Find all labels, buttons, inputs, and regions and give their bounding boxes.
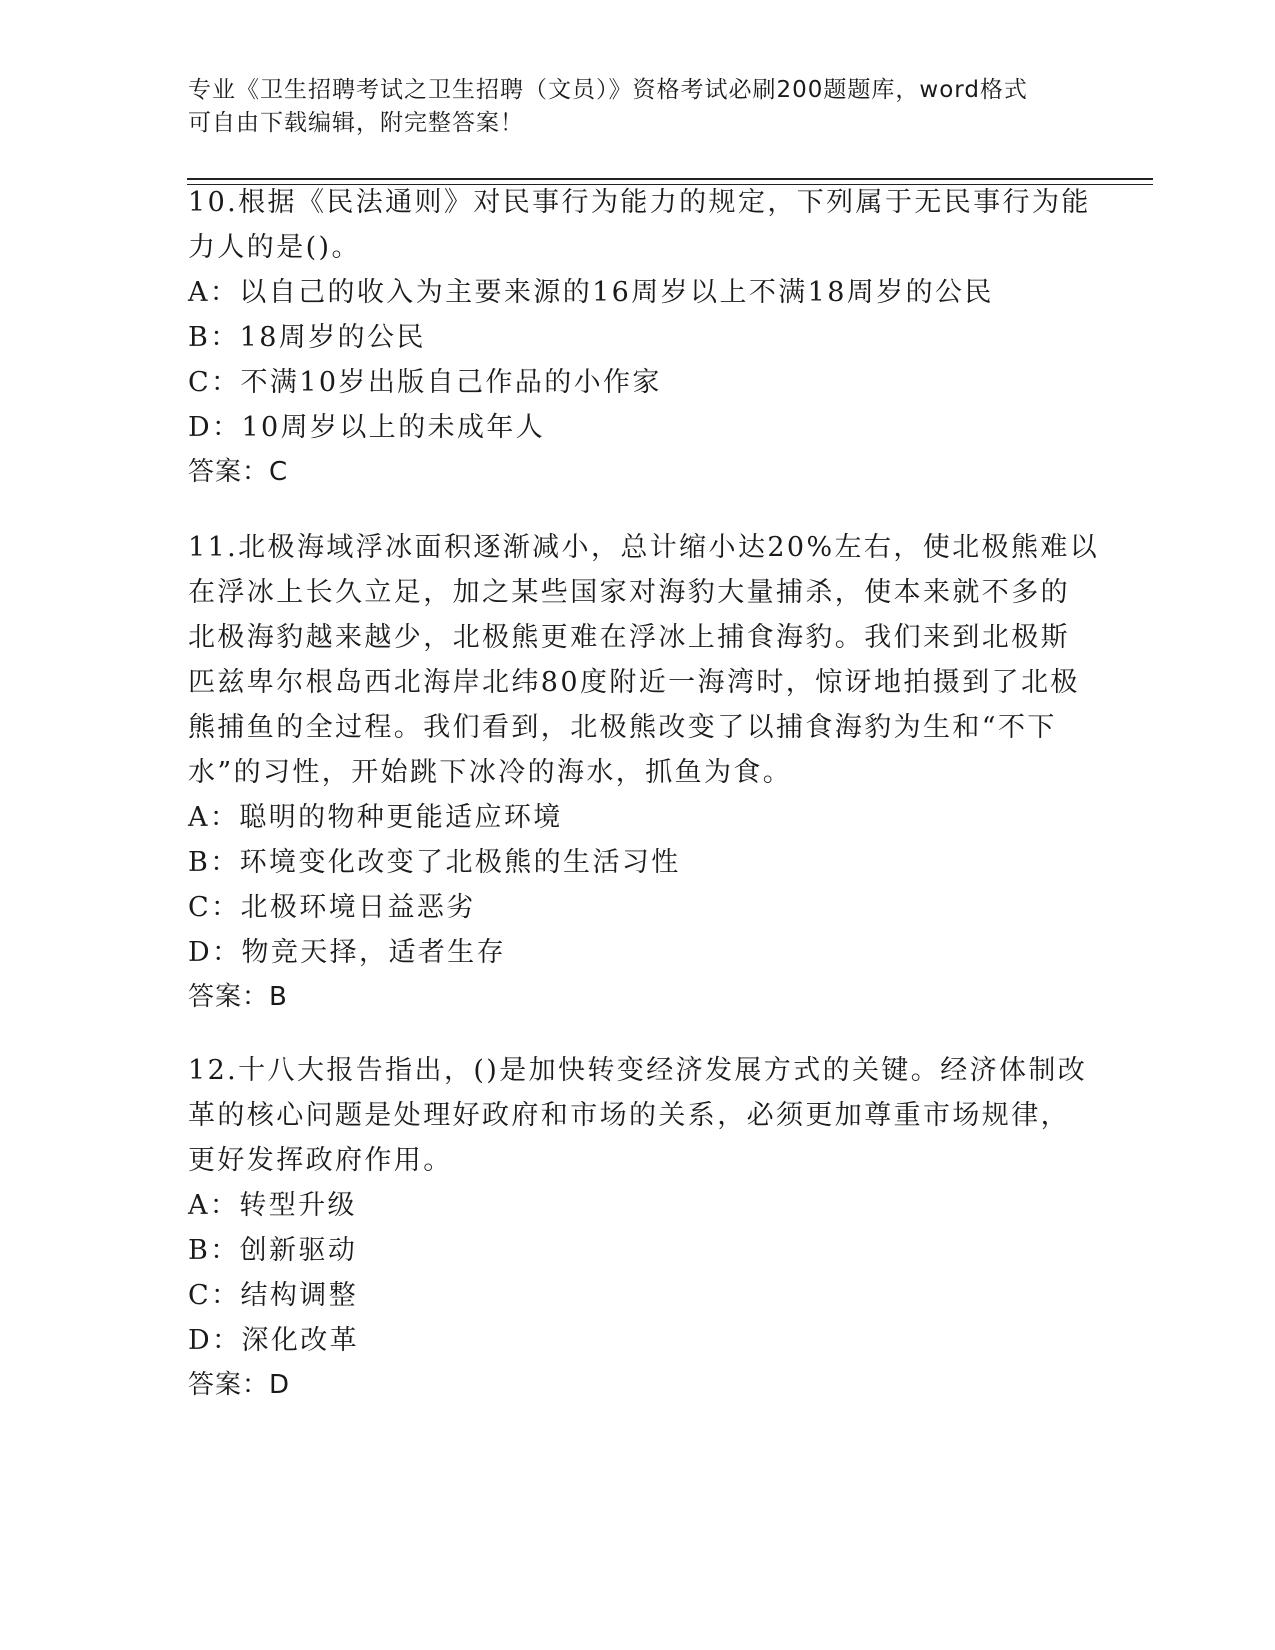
question-10 [188, 180, 1091, 495]
option-c: C：北极环境日益恶劣 [188, 892, 476, 923]
question-line: 12.十八大报告指出，()是加快转变经济发展方式的关键。经济体制改 [188, 1055, 1088, 1086]
question-line: 革的核心问题是处理好政府和市场的关系，必须更加尊重市场规律， [188, 1100, 1070, 1131]
question-text [188, 525, 1100, 795]
header-line-1: 专业《卫生招聘考试之卫生招聘（文员）》资格考试必刷200题题库，word格式 [188, 77, 1028, 103]
option-c: C：不满10岁出版自己作品的小作家 [188, 367, 662, 398]
question-line: 匹兹卑尔根岛西北海岸北纬80度附近一海湾时，惊讶地拍摄到了北极 [188, 667, 1080, 698]
header-line-2: 可自由下载编辑，附完整答案！ [188, 110, 524, 136]
question-text [188, 1048, 1088, 1183]
question-line: 在浮冰上长久立足，加之某些国家对海豹大量捕杀，使本来就不多的 [188, 577, 1070, 608]
answer-line: 答案：C [188, 457, 289, 487]
question-line: 11.北极海域浮冰面积逐渐减小，总计缩小达20%左右，使北极熊难以 [188, 532, 1100, 563]
option-d: D：物竞天择，适者生存 [188, 937, 507, 968]
option-a: A：以自己的收入为主要来源的16周岁以上不满18周岁的公民 [188, 277, 994, 308]
option-d: D：深化改革 [188, 1325, 360, 1356]
question-12 [188, 1048, 1088, 1408]
question-line: 熊捕鱼的全过程。我们看到，北极熊改变了以捕食海豹为生和“不下 [188, 712, 1057, 743]
answer-line: 答案：B [188, 982, 288, 1012]
question-11 [188, 525, 1100, 1020]
question-text [188, 180, 1091, 270]
option-b: B：18周岁的公民 [188, 322, 426, 353]
question-line: 北极海豹越来越少，北极熊更难在浮冰上捕食海豹。我们来到北极斯 [188, 622, 1070, 653]
option-c: C：结构调整 [188, 1280, 359, 1311]
option-a: A：转型升级 [188, 1190, 357, 1221]
option-b: B：环境变化改变了北极熊的生活习性 [188, 847, 681, 878]
question-line: 更好发挥政府作用。 [188, 1145, 453, 1176]
question-line: 10.根据《民法通则》对民事行为能力的规定，下列属于无民事行为能 [188, 187, 1091, 218]
option-b: B：创新驱动 [188, 1235, 358, 1266]
option-a: A：聪明的物种更能适应环境 [188, 802, 563, 833]
option-d: D：10周岁以上的未成年人 [188, 412, 546, 443]
document-header [188, 74, 1088, 140]
answer-line: 答案：D [188, 1370, 291, 1400]
question-line: 力人的是()。 [188, 232, 361, 263]
question-line: 水”的习性，开始跳下冰冷的海水，抓鱼为食。 [188, 757, 793, 788]
